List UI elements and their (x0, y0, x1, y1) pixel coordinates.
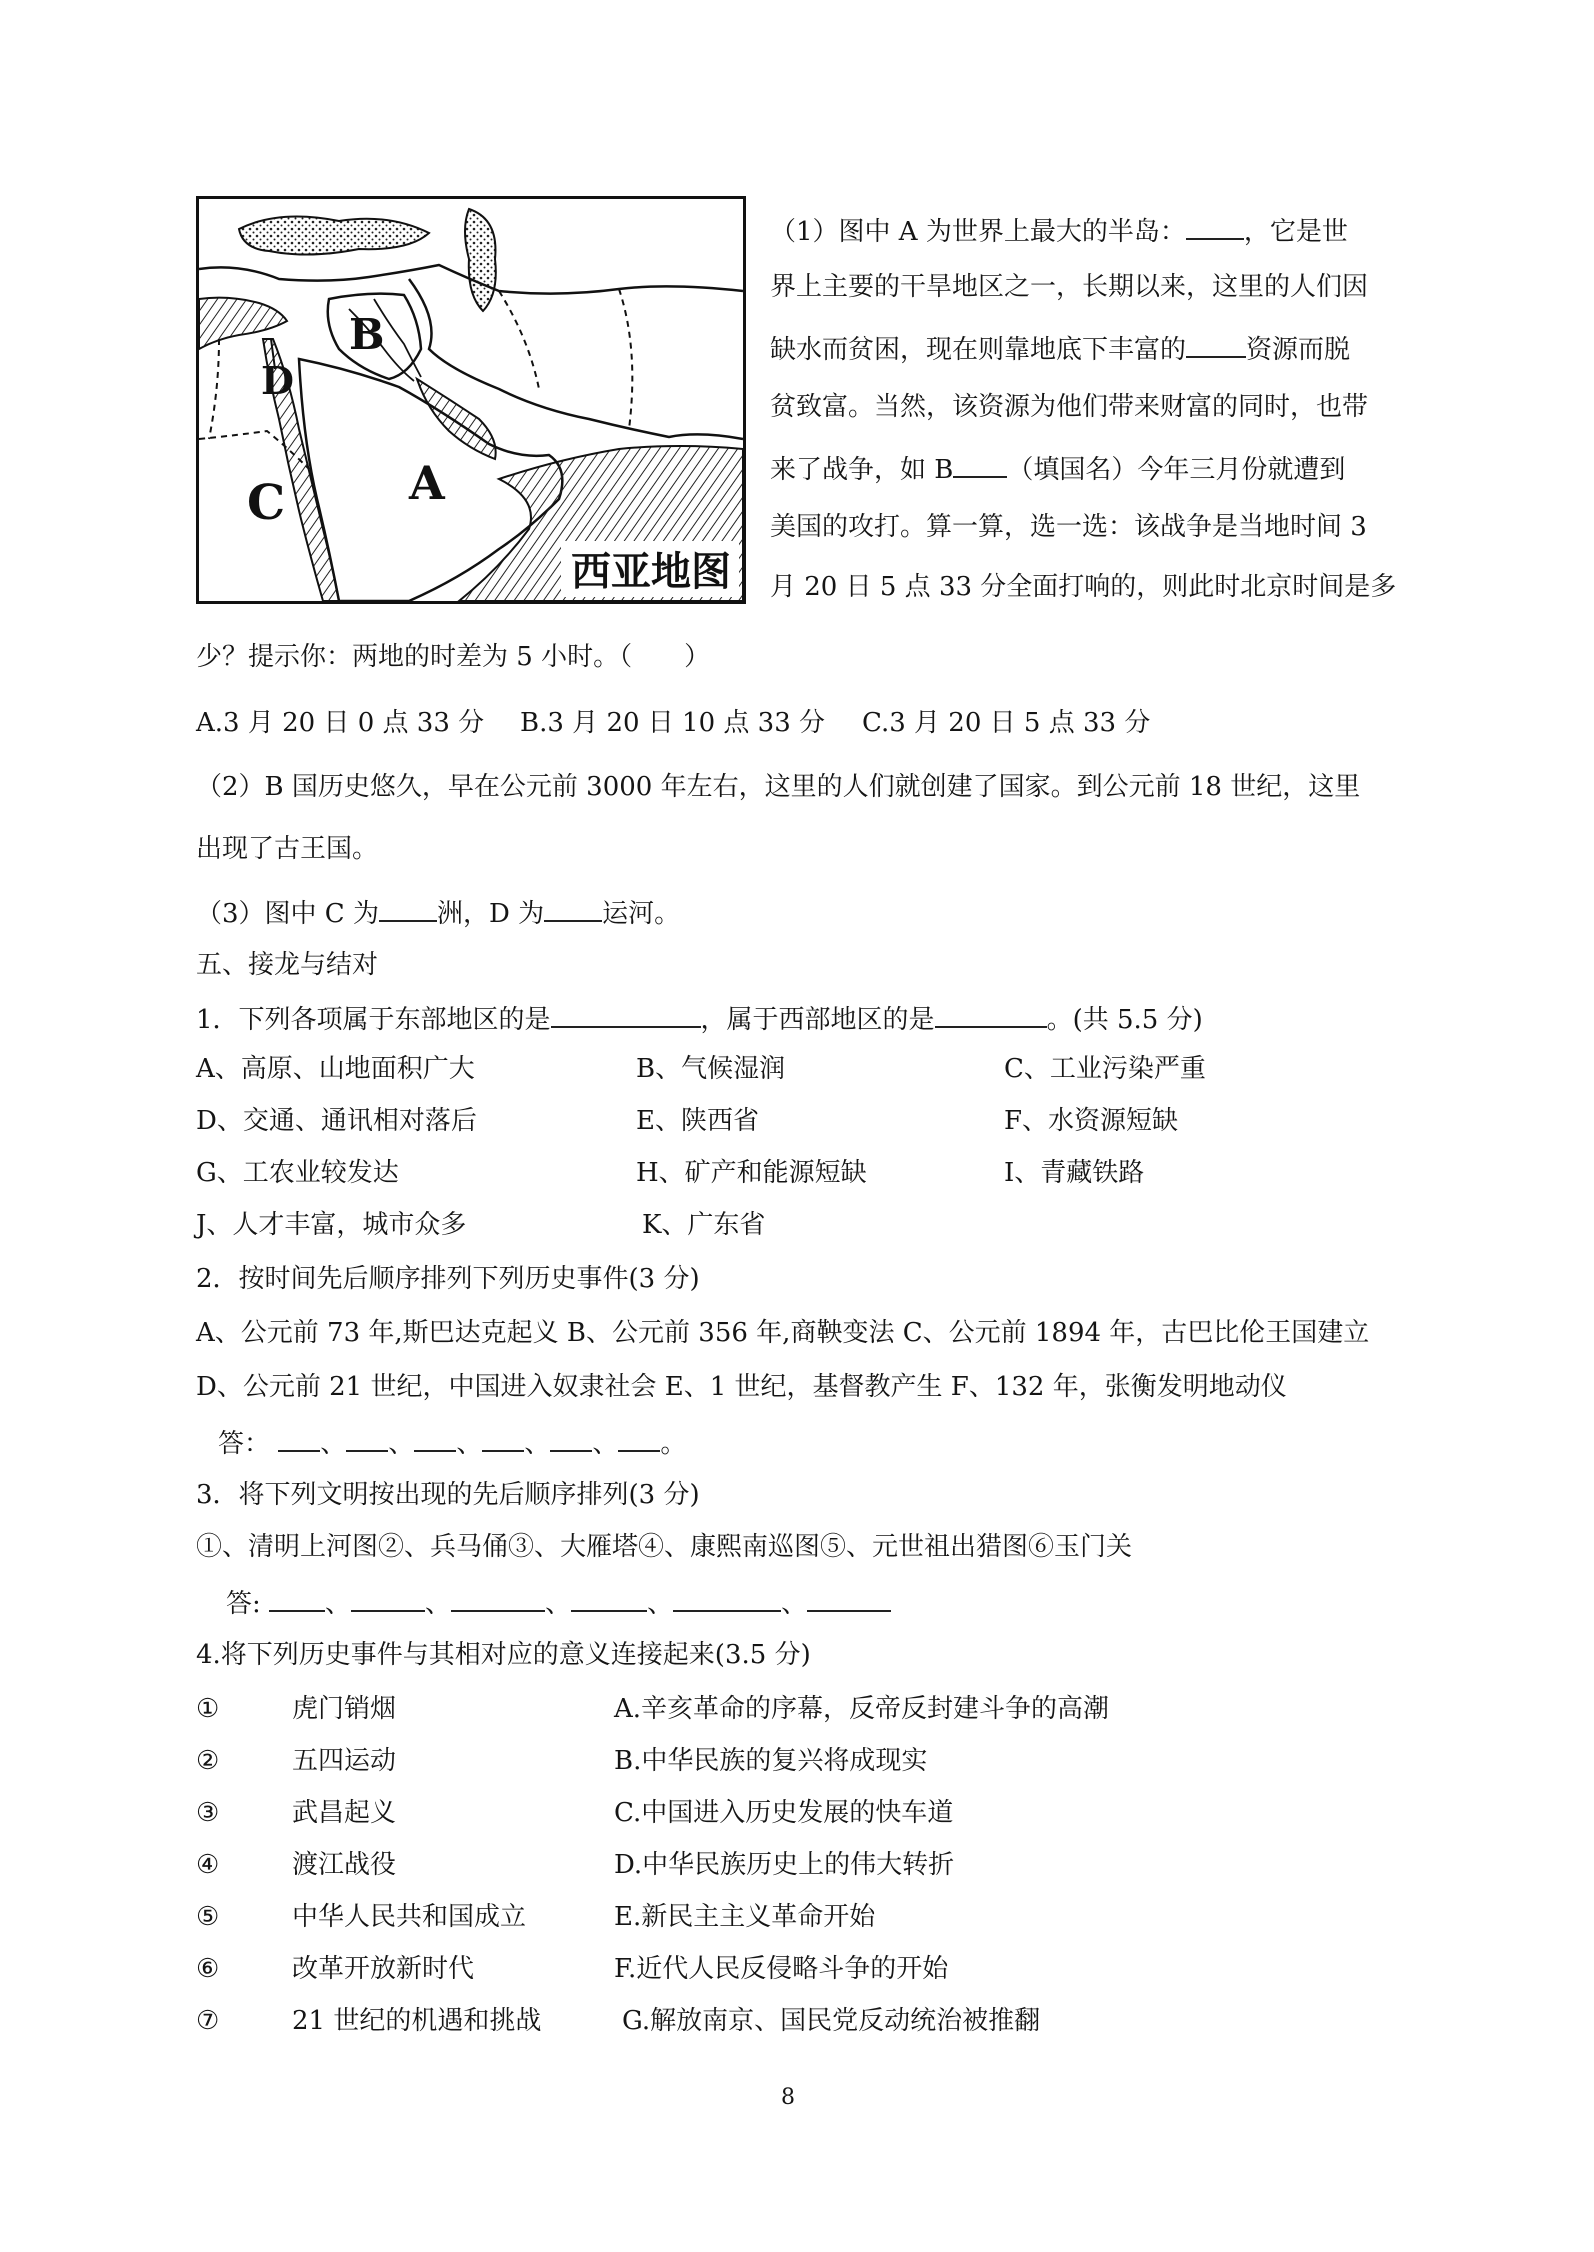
answer-blank-continent[interactable] (379, 894, 437, 922)
match-meaning[interactable]: G.解放南京、国民党反动统治被推翻 (622, 2006, 1041, 2036)
match-meaning[interactable]: E.新民主主义革命开始 (614, 1902, 876, 1932)
match-event[interactable]: 渡江战役 (292, 1850, 397, 1880)
s5-q2-answer: 答： 、 、 、 、 、 。 (218, 1424, 686, 1461)
s5-q2-line-1: A、公元前 73 年,斯巴达克起义 B、公元前 356 年,商鞅变法 C、公元前 1894 年，古巴比伦王国建立 (196, 1318, 1370, 1348)
s5-q1-item: I、青藏铁路 (1004, 1158, 1145, 1188)
match-meaning[interactable]: B.中华民族的复兴将成现实 (614, 1746, 928, 1776)
s5-q1-item: D、交通、通讯相对落后 (196, 1106, 477, 1136)
s5-q1-item: A、高原、山地面积广大 (196, 1054, 475, 1084)
option-a[interactable]: A.3 月 20 日 0 点 33 分 (196, 708, 485, 738)
match-num: ④ (196, 1850, 220, 1880)
answer-blank[interactable] (351, 1584, 425, 1612)
s5-q1-item: F、水资源短缺 (1004, 1106, 1179, 1136)
s5-q2-title: 2．按时间先后顺序排列下列历史事件(3 分) (196, 1264, 700, 1294)
map-label-d: D (261, 358, 294, 403)
map-drawing (199, 199, 743, 601)
match-event[interactable]: 武昌起义 (292, 1798, 397, 1828)
persian-gulf (417, 379, 496, 459)
option-c[interactable]: C.3 月 20 日 5 点 33 分 (862, 708, 1151, 738)
match-num: ⑤ (196, 1902, 220, 1932)
map-label-a: A (409, 456, 445, 510)
s5-q1-title: 1．下列各项属于东部地区的是 ，属于西部地区的是 。(共 5.5 分) (196, 1000, 1203, 1037)
s5-q2-line-2: D、公元前 21 世纪，中国进入奴隶社会 E、1 世纪，基督教产生 F、132 年，张衡发明地动仪 (196, 1372, 1287, 1402)
match-meaning[interactable]: D.中华民族历史上的伟大转折 (614, 1850, 955, 1880)
west-asia-map (196, 196, 746, 604)
s5-q1-item: H、矿产和能源短缺 (636, 1158, 867, 1188)
answer-blank-peninsula[interactable] (1186, 212, 1244, 240)
s5-q1-item: K、广东省 (642, 1210, 766, 1240)
q1-line-4: 贫致富。当然，该资源为他们带来财富的同时，也带 (770, 392, 1369, 422)
answer-blank[interactable] (269, 1584, 325, 1612)
black-sea (239, 217, 429, 255)
answer-blank-country[interactable] (953, 450, 1007, 478)
map-title: 西亚地图 (571, 548, 731, 595)
match-num: ① (196, 1694, 220, 1724)
match-num: ⑦ (196, 2006, 220, 2036)
answer-blank[interactable] (451, 1584, 545, 1612)
match-num: ⑥ (196, 1954, 220, 1984)
q1-line-5: 来了战争，如 B （填国名）今年三月份就遭到 (770, 450, 1345, 487)
s5-q3-answer: 答: 、 、 、 、 、 (226, 1584, 891, 1621)
match-event[interactable]: 中华人民共和国成立 (292, 1902, 527, 1932)
q1-line-8: 少？提示你：两地的时差为 5 小时。（ ） (196, 642, 711, 672)
answer-blank[interactable] (550, 1424, 592, 1452)
q1-line-6: 美国的攻打。算一算，选一选：该战争是当地时间 3 (770, 512, 1367, 542)
match-event[interactable]: 五四运动 (292, 1746, 397, 1776)
q1-line-7: 月 20 日 5 点 33 分全面打响的，则此时北京时间是多 (770, 572, 1397, 602)
s5-q1-item: B、气候湿润 (636, 1054, 786, 1084)
s5-q1-item: C、工业污染严重 (1004, 1054, 1206, 1084)
section-title: 五、接龙与结对 (196, 950, 379, 980)
option-b[interactable]: B.3 月 20 日 10 点 33 分 (520, 708, 826, 738)
q2-line-2: 出现了古王国。 (196, 834, 379, 864)
answer-blank[interactable] (807, 1584, 891, 1612)
caspian-sea (465, 209, 496, 311)
q2-line-1: （2）B 国历史悠久，早在公元前 3000 年左右，这里的人们就创建了国家。到公元前 18 世纪，这里 (196, 772, 1361, 802)
answer-blank-resource[interactable] (1186, 330, 1246, 358)
q1-line-1: （1）图中 A 为世界上最大的半岛： ，它是世 (770, 212, 1348, 249)
match-event[interactable]: 改革开放新时代 (292, 1954, 475, 1984)
map-label-c: C (247, 475, 286, 531)
answer-blank[interactable] (278, 1424, 320, 1452)
s5-q3-title: 3．将下列文明按出现的先后顺序排列(3 分) (196, 1480, 700, 1510)
match-meaning[interactable]: F.近代人民反侵略斗争的开始 (614, 1954, 949, 1984)
page-number: 8 (781, 2085, 795, 2110)
s5-q1-item: J、人才丰富，城市众多 (196, 1210, 467, 1240)
match-num: ③ (196, 1798, 220, 1828)
s5-q1-item: E、陕西省 (636, 1106, 759, 1136)
match-meaning[interactable]: C.中国进入历史发展的快车道 (614, 1798, 954, 1828)
answer-blank[interactable] (414, 1424, 456, 1452)
q1-line-2: 界上主要的干旱地区之一，长期以来，这里的人们因 (770, 272, 1369, 302)
map-label-b: B (349, 310, 385, 359)
answer-blank-east[interactable] (551, 1000, 701, 1028)
match-meaning[interactable]: A.辛亥革命的序幕，反帝反封建斗争的高潮 (614, 1694, 1110, 1724)
answer-blank-canal[interactable] (544, 894, 602, 922)
answer-blank-west[interactable] (935, 1000, 1047, 1028)
match-num: ② (196, 1746, 220, 1776)
match-event[interactable]: 虎门销烟 (292, 1694, 397, 1724)
s5-q3-line-1: ①、清明上河图②、兵马俑③、大雁塔④、康熙南巡图⑤、元世祖出猎图⑥玉门关 (196, 1532, 1133, 1562)
s5-q4-title: 4.将下列历史事件与其相对应的意义连接起来(3.5 分) (196, 1640, 811, 1670)
s5-q1-item: G、工农业较发达 (196, 1158, 399, 1188)
q1-line-3: 缺水而贫困，现在则靠地底下丰富的 资源而脱 (770, 330, 1350, 367)
match-event[interactable]: 21 世纪的机遇和挑战 (292, 2006, 542, 2036)
answer-blank[interactable] (673, 1584, 781, 1612)
answer-blank[interactable] (618, 1424, 660, 1452)
answer-blank[interactable] (482, 1424, 524, 1452)
answer-blank[interactable] (346, 1424, 388, 1452)
q3-line: （3）图中 C 为 洲，D 为 运河。 (196, 894, 680, 931)
answer-blank[interactable] (571, 1584, 647, 1612)
